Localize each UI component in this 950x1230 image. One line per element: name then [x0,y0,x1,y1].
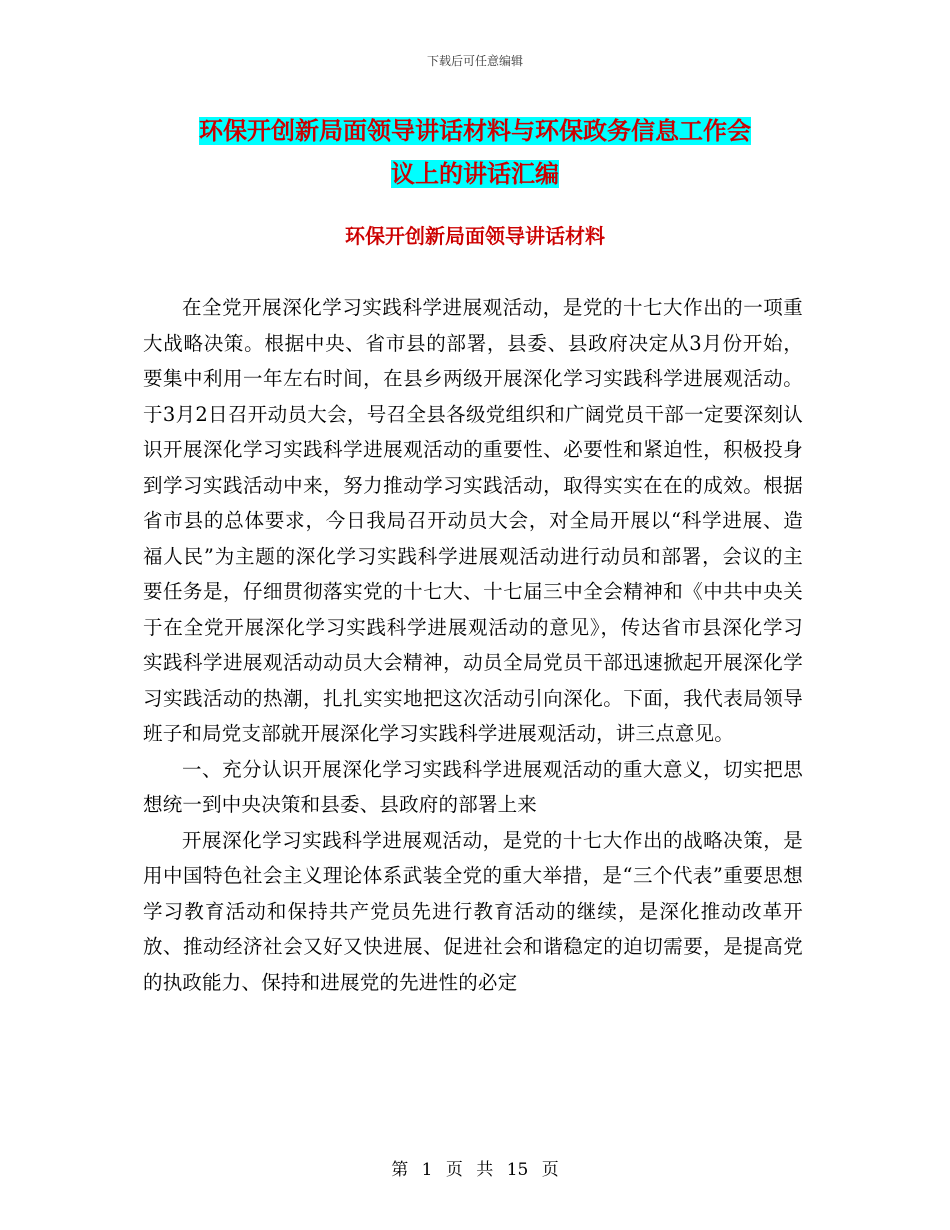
document-title-line-2: 议上的讲话汇编 [391,160,559,188]
paragraph: 一、充分认识开展深化学习实践科学进展观活动的重大意义，切实把思想统一到中央决策和县委、县政府的部署上来 [143,757,803,816]
header-note: 下载后可任意编辑 [426,54,523,68]
body-text [143,290,803,1000]
page-label-suffix: 页 [541,1160,559,1180]
total-pages: 15 [506,1160,529,1180]
paragraph: 开展深化学习实践科学进展观活动，是党的十七大作出的战略决策，是用中国特色社会主义理论体系武装全党的重大举措，是“三个代表”重要思想学习教育活动和保持共产党员先进行教育活动的继续，是深化推动改革开放、推动经济社会又好又快进展、促进社会和谐稳定的迫切需要，是提高党的执政能力、保持和进展党的先进性的必定 [143,828,803,994]
page-label-mid2: 共 [476,1160,494,1180]
page-number: 1 [421,1160,433,1180]
page-label-prefix: 第 [391,1160,409,1180]
page-footer [0,1155,950,1180]
document-title [140,110,810,196]
document-title-line-1: 环保开创新局面领导讲话材料与环保政务信息工作会 [199,117,751,145]
page-label-mid1: 页 [445,1160,463,1180]
paragraph: 在全党开展深化学习实践科学进展观活动，是党的十七大作出的一项重大战略决策。根据中央、省市县的部署，县委、县政府决定从3月份开始，要集中利用一年左右时间，在县乡两级开展深化学习实践科学进展观活动。于3月2日召开动员大会，号召全县各级党组织和广阔党员干部一定要深刻认识开展深化学习实践科学进展观活动的重要性、必要性和紧迫性，积极投身到学习实践活动中来，努力推动学习实践活动，取得实实在在的成效。根据省市县的总体要求，今日我局召开动员大会，对全局开展以“科学进展、造福人民”为主题的深化学习实践科学进展观活动进行动员和部署，会议的主要任务是，仔细贯彻落实党的十七大、十七届三中全会精神和《中共中央关于在全党开展深化学习实践科学进展观活动的意见》，传达省市县深化学习实践科学进展观活动动员大会精神，动员全局党员干部迅速掀起开展深化学习实践活动的热潮，扎扎实实地把这次活动引向深化。下面，我代表局领导班子和局党支部就开展深化学习实践科学进展观活动，讲三点意见。 [143,296,803,745]
section-title: 环保开创新局面领导讲话材料 [345,224,605,248]
